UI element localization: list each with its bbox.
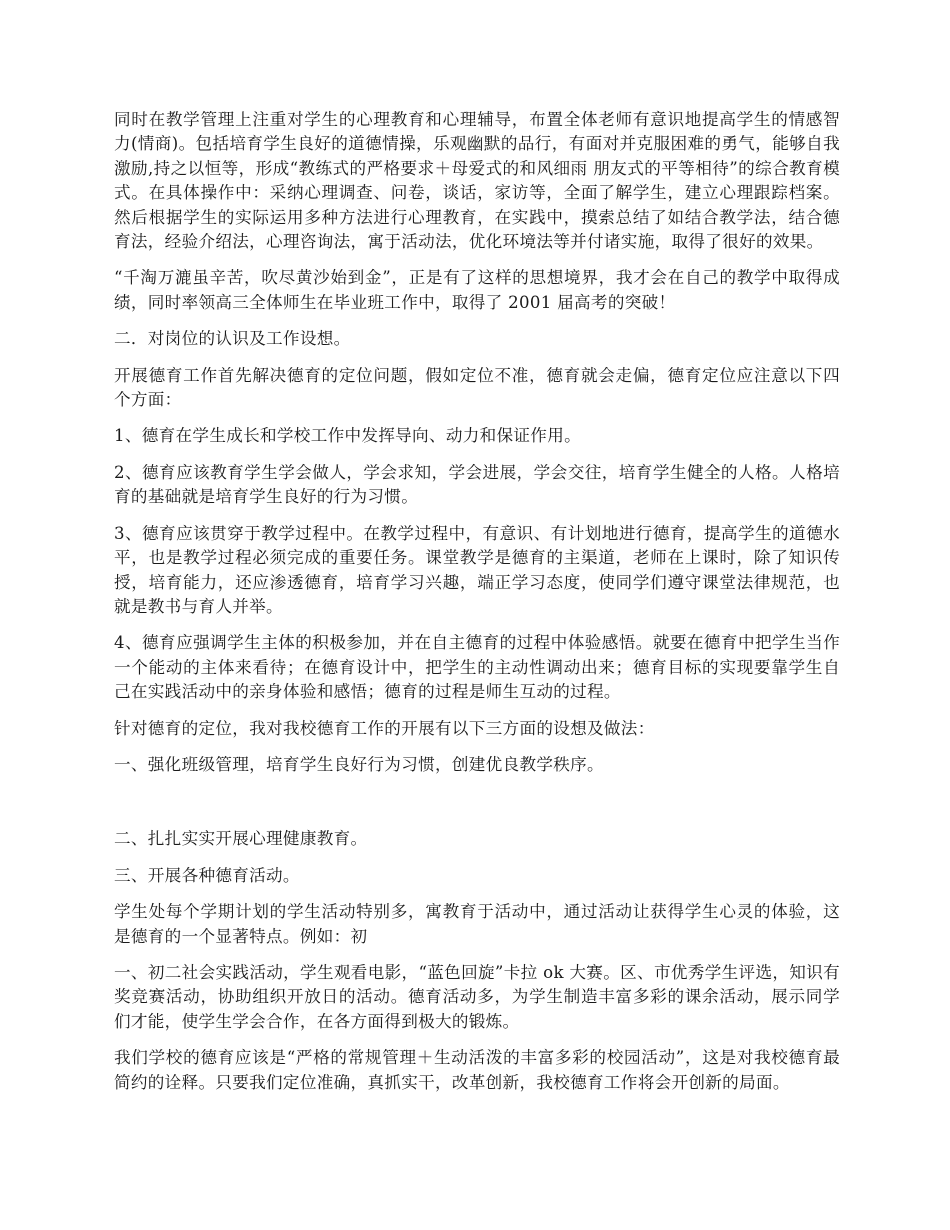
blank-gap <box>114 789 840 827</box>
paragraph-plans-intro: 针对德育的定位，我对我校德育工作的开展有以下三方面的设想及做法： <box>114 718 655 738</box>
paragraph-psychological-education: 同时在教学管理上注重对学生的心理教育和心理辅导，布置全体老师有意识地提高学生的情感智力(情商)。包括培育学生良好的道德情操，乐观幽默的品行，有面对并克服困难的勇气，能够自我激励,持之以恒等，形成“教练式的严格要求＋母爱式的和风细雨 朋友式的平等相待”的综合教育模式。在具体操作中：采纳心理调查、问卷，谈话，家访等，全面了解学生，建立心理跟踪档案。然后根据学生的实际运用多种方法进行心理教育，在实践中，摸索总结了如结合教学法，结合德育法，经验介绍法，心理咨询法，寓于活动法，优化环境法等并付诸实施，取得了很好的效果。 <box>114 110 840 252</box>
plan-item-2: 二、扎扎实实开展心理健康教育。 <box>114 829 368 849</box>
list-item-2: 2、德育应该教育学生学会做人，学会求知，学会进展，学会交往，培育学生健全的人格。人格培育的基础就是培育学生良好的行为习惯。 <box>114 462 840 507</box>
paragraph-positioning-intro: 开展德育工作首先解决德育的定位问题，假如定位不准，德育就会走偏，德育定位应注意以下四个方面： <box>114 365 840 410</box>
plan-item-3: 三、开展各种德育活动。 <box>114 865 300 885</box>
plan-item-1: 一、强化班级管理，培育学生良好行为习惯，创建优良教学秩序。 <box>114 754 604 774</box>
paragraph-conclusion: 我们学校的德育应该是“严格的常规管理＋生动活泼的丰富多彩的校园活动”，这是对我校德育最简约的诠释。只要我们定位准确，真抓实干，改革创新，我校德育工作将会开创新的局面。 <box>114 1048 840 1092</box>
list-item-3: 3、德育应该贯穿于教学过程中。在教学过程中，有意识、有计划地进行德育，提高学生的道德水平，也是教学过程必须完成的重要任务。课堂教学是德育的主渠道，老师在上课时，除了知识传授，培育能力，还应渗透德育，培育学习兴趣，端正学习态度，使同学们遵守课堂法律规范，也就是教书与育人并举。 <box>114 523 840 616</box>
paragraph-activity-examples: 一、初二社会实践活动，学生观看电影，“蓝色回旋”卡拉 ok 大赛。区、市优秀学生评选，知识有奖竞赛活动，协助组织开放日的活动。德育活动多，为学生制造丰富多彩的课余活动，展示同学们才能，使学生学会合作，在各方面得到极大的锻炼。 <box>114 962 840 1031</box>
paragraph-activities: 学生处每个学期计划的学生活动特别多，寓教育于活动中，通过活动让获得学生心灵的体验，这是德育的一个显著特点。例如：初 <box>114 902 840 946</box>
list-item-4: 4、德育应强调学生主体的积极参加，并在自主德育的过程中体验感悟。就要在德育中把学生当作一个能动的主体来看待；在德育设计中，把学生的主动性调动出来；德育目标的实现要靠学生自己在实践活动中的亲身体验和感悟；德育的过程是师生互动的过程。 <box>114 633 840 702</box>
paragraph-poem-quote: “千淘万漉虽辛苦，吹尽黄沙始到金”，正是有了这样的思想境界，我才会在自己的教学中取得成绩，同时率领高三全体师生在毕业班工作中，取得了 2001 届高考的突破！ <box>114 268 840 312</box>
section-heading-position: 二．对岗位的认识及工作设想。 <box>114 329 351 349</box>
document-body <box>114 108 840 1107</box>
list-item-1: 1、德育在学生成长和学校工作中发挥导向、动力和保证作用。 <box>114 426 581 446</box>
